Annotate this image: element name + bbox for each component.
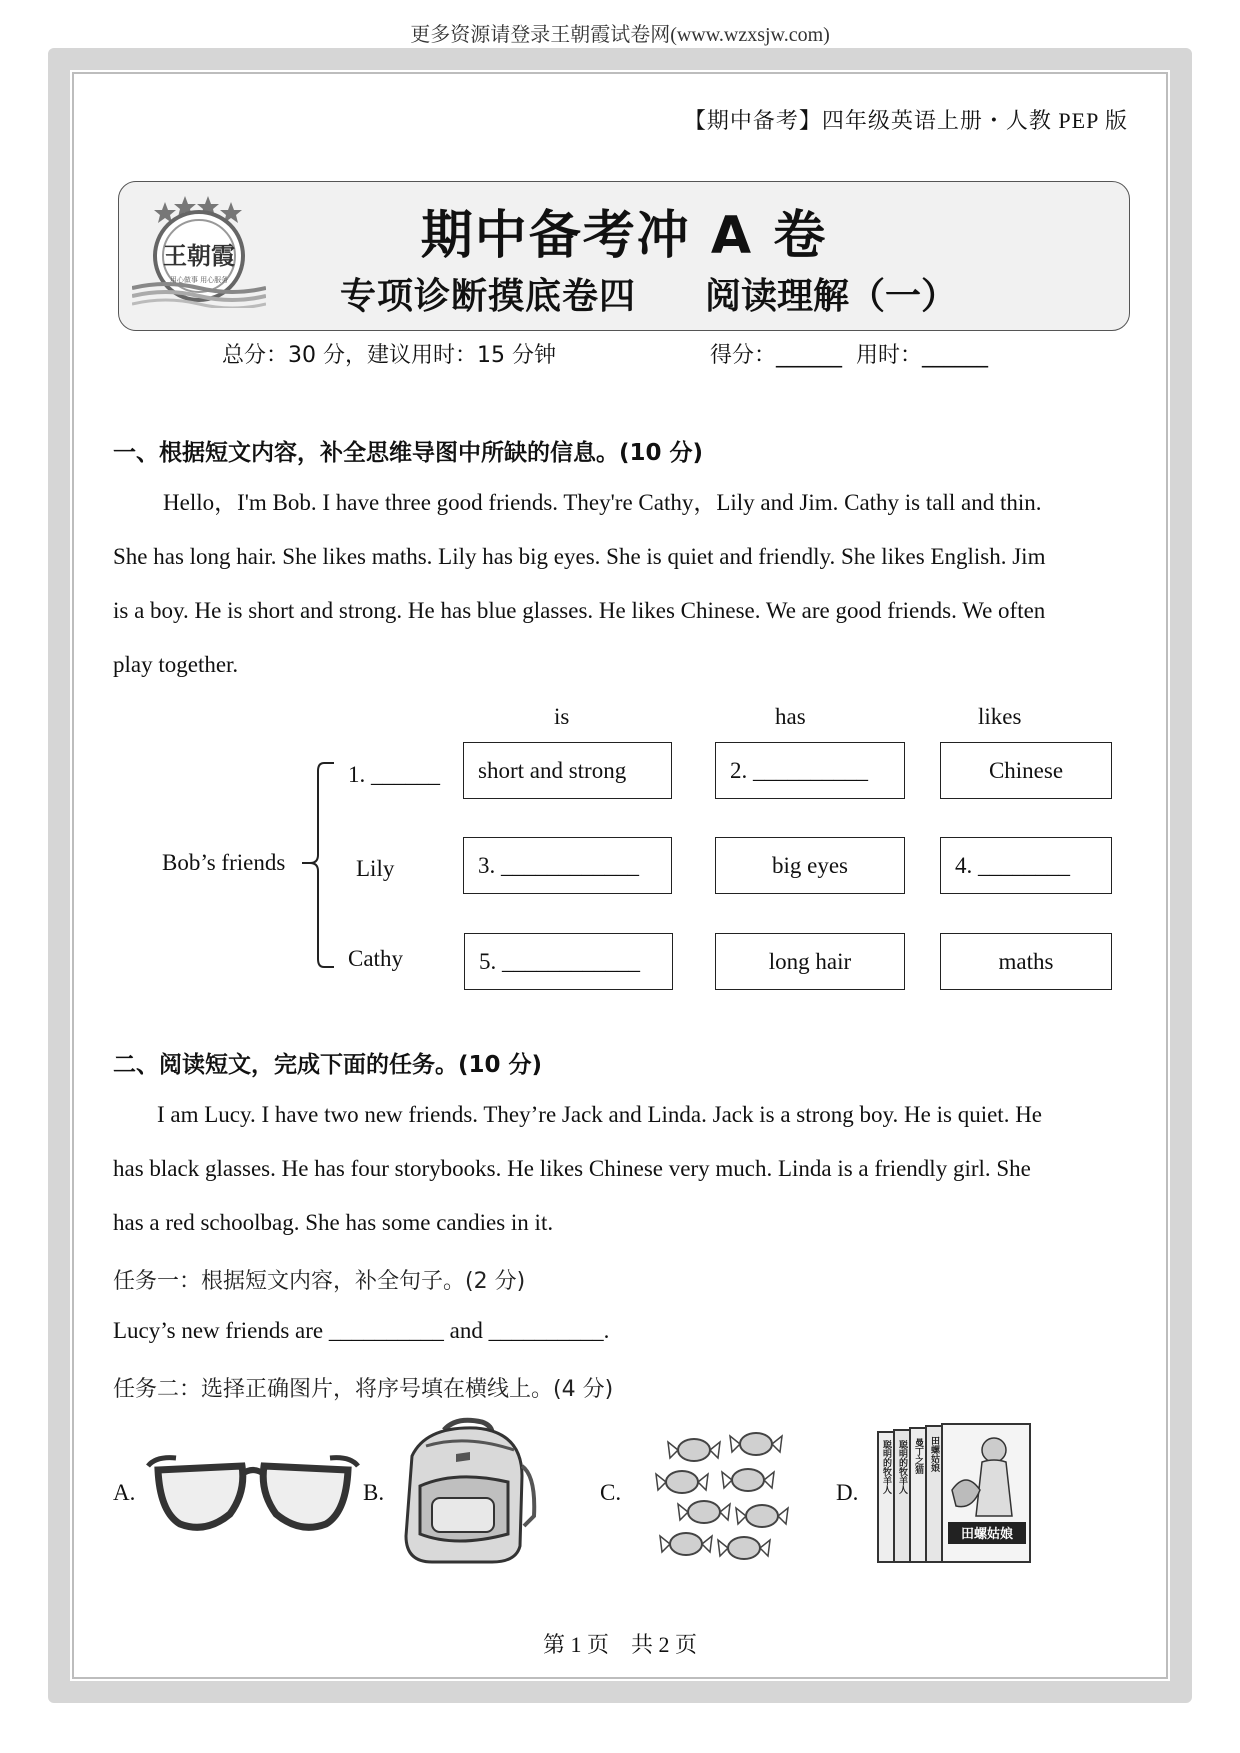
candies-icon: [652, 1420, 802, 1570]
mindmap-cell: short and strong: [463, 742, 672, 799]
task1-sentence: Lucy’s new friends are __________ and __________.: [113, 1318, 610, 1343]
schoolbag-icon: [396, 1416, 538, 1566]
glasses-icon: [146, 1452, 360, 1542]
mindmap-row-name: 1. ______: [348, 762, 440, 787]
mindmap-row-name: Cathy: [348, 946, 403, 971]
mindmap-col-is: is: [554, 704, 570, 729]
passage-line: play together.: [113, 652, 239, 677]
mindmap-cell: maths: [940, 933, 1112, 990]
storybooks-icon: [876, 1420, 1032, 1566]
passage-line: She has long hair. She likes maths. Lily has big eyes. She is quiet and friendly. She likes English. Jim: [113, 544, 1046, 569]
mindmap-cell: 4. ________: [940, 837, 1112, 894]
page-subtitle: 专项诊断摸底卷四: [340, 276, 637, 317]
book-spine-text: 聪明的牧羊人: [897, 1440, 907, 1494]
mindmap-cell: 2. __________: [715, 742, 905, 799]
passage-line: is a boy. He is short and strong. He has blue glasses. He likes Chinese. We are good friends. We often: [113, 598, 1046, 623]
logo-subtext: 用心做事 用心服务: [169, 276, 229, 284]
mindmap-cell: Chinese: [940, 742, 1112, 799]
mindmap-cell: big eyes: [715, 837, 905, 894]
book-spine-text: 曼丁之猫: [913, 1438, 923, 1474]
mindmap-root: Bob’s friends: [162, 850, 286, 875]
section1-passage: [113, 476, 1129, 692]
section2-heading: 二、阅读短文，完成下面的任务。(10 分): [113, 1052, 543, 1078]
header-tag: 【期中备考】四年级英语上册・人教 PEP 版: [683, 108, 1128, 133]
task2-instruction: 任务二：选择正确图片，将序号填在横线上。(4 分): [113, 1377, 614, 1402]
book-cover-title: 田螺姑娘: [960, 1527, 1014, 1542]
mindmap-cell: 5. ____________: [464, 933, 673, 990]
section2-passage: [113, 1088, 1129, 1250]
mindmap-row-name: Lily: [356, 856, 395, 881]
mindmap-brace: [300, 755, 340, 995]
option-label: C.: [600, 1480, 622, 1505]
watermark-text: 更多资源请登录王朝霞试卷网(www.wzxsjw.com): [410, 24, 830, 46]
task1-instruction: 任务一：根据短文内容，补全句子。(2 分): [113, 1269, 526, 1294]
book-spine-text: 田螺姑娘: [929, 1436, 939, 1472]
mindmap-cell: long hair: [715, 933, 905, 990]
page-footer: 第 1 页 共 2 页: [542, 1632, 697, 1657]
logo-text: 王朝霞: [163, 242, 235, 270]
section1-heading: 一、根据短文内容，补全思维导图中所缺的信息。(10 分): [113, 440, 704, 466]
page-subtitle-topic: 阅读理解（一）: [705, 276, 958, 317]
passage-line: I am Lucy. I have two new friends. They’re Jack and Linda. Jack is a strong boy. He is quiet. He: [157, 1102, 1043, 1127]
passage-line: has black glasses. He has four storybooks. He likes Chinese very much. Linda is a friendly girl. She: [113, 1156, 1031, 1181]
passage-line: has a red schoolbag. She has some candies in it.: [113, 1210, 554, 1235]
option-label: D.: [836, 1480, 859, 1505]
score-fields: 得分：______ 用时：______: [710, 343, 988, 368]
option-label: B.: [363, 1480, 385, 1505]
mindmap-cell: 3. ____________: [463, 837, 672, 894]
passage-line: Hello，I'm Bob. I have three good friends. They're Cathy，Lily and Jim. Cathy is tall and thin.: [163, 490, 1042, 515]
mindmap-col-likes: likes: [978, 704, 1022, 729]
mindmap-col-has: has: [775, 704, 806, 729]
page-title: 期中备考冲 A 卷: [420, 206, 828, 266]
book-spine-text: 聪明的牧羊人: [881, 1440, 891, 1494]
option-label: A.: [113, 1480, 136, 1505]
score-info: 总分：30 分，建议用时：15 分钟: [222, 343, 556, 368]
